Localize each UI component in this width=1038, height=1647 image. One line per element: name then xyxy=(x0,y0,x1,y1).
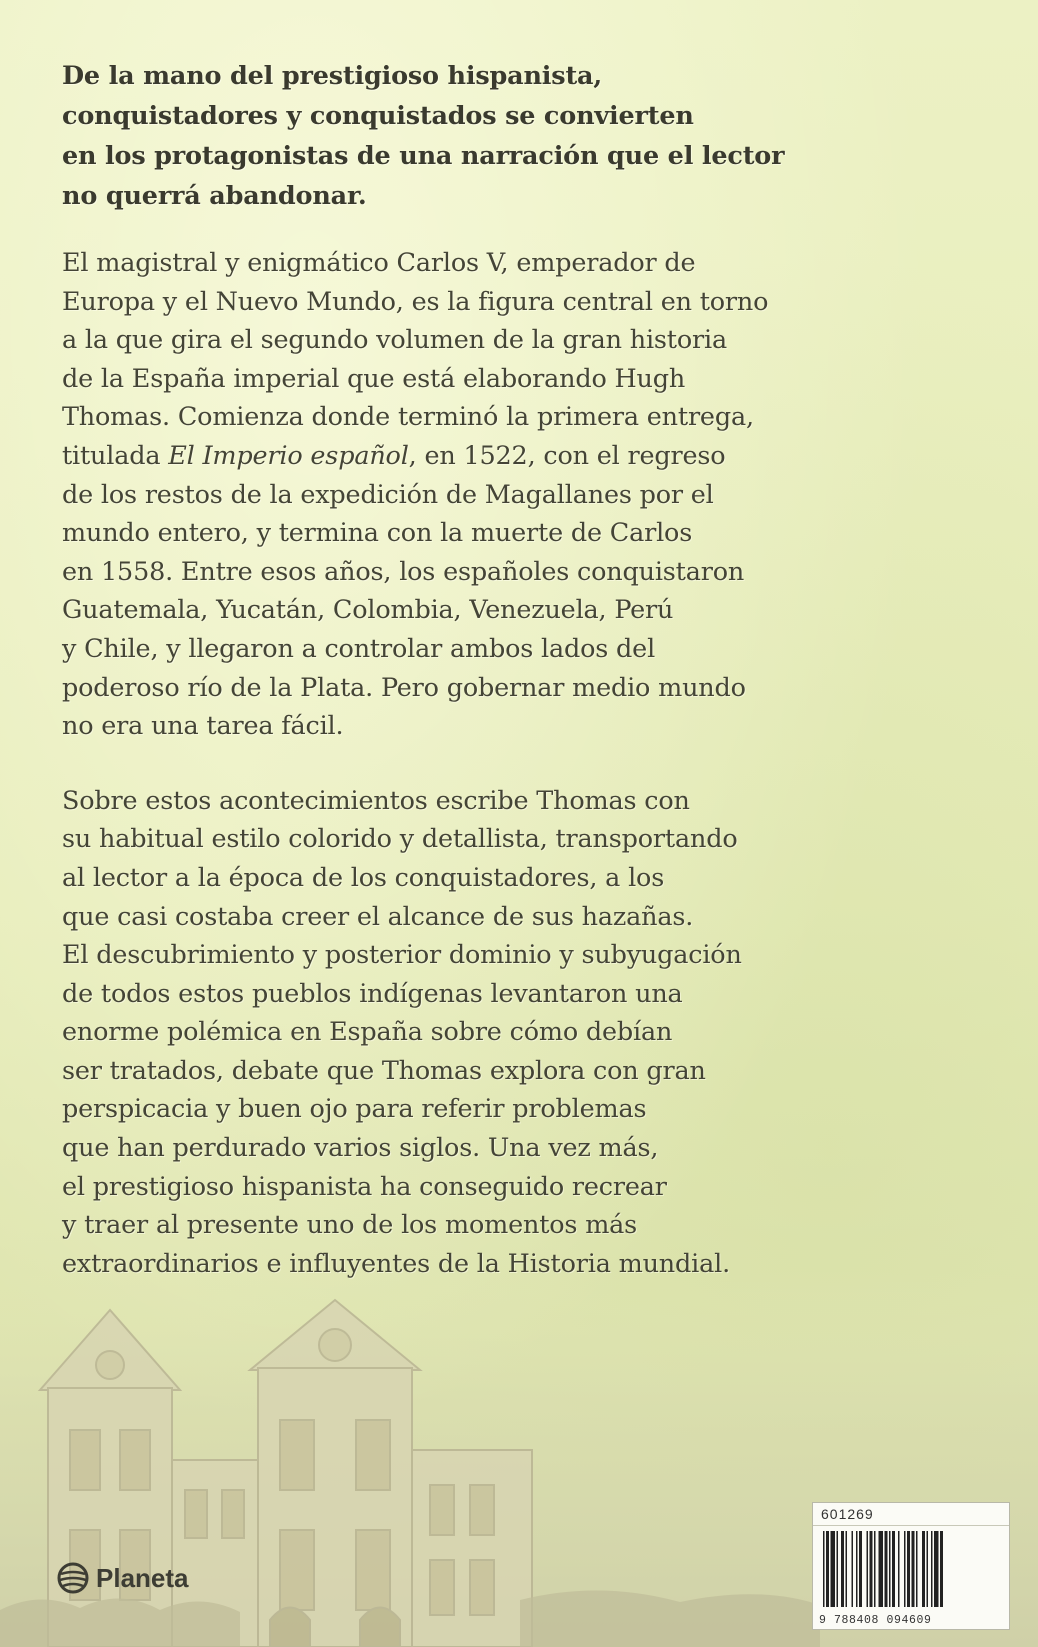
barcode-bar xyxy=(867,1531,869,1607)
synopsis-line: Thomas. Comienza donde terminó la primera entrega, xyxy=(62,402,754,433)
barcode-bar xyxy=(912,1531,915,1607)
description-line: su habitual estilo colorido y detallista, transportando xyxy=(62,824,738,855)
description-line: el prestigioso hispanista ha conseguido recrear xyxy=(62,1171,667,1202)
barcode-bar xyxy=(874,1531,876,1607)
book-title-reference: El Imperio español xyxy=(168,440,409,471)
synopsis-line: y Chile, y llegaron a controlar ambos lados del xyxy=(62,633,656,664)
globe-icon xyxy=(56,1561,90,1595)
description-paragraph xyxy=(62,782,822,1284)
description-line: extraordinarios e influyentes de la Historia mundial. xyxy=(62,1248,730,1279)
barcode-bar xyxy=(934,1531,939,1607)
barcode-bar xyxy=(940,1531,943,1607)
barcode-bar xyxy=(931,1531,933,1607)
synopsis-line: Guatemala, Yucatán, Colombia, Venezuela, Perú xyxy=(62,595,674,626)
barcode-bar xyxy=(907,1531,910,1607)
publisher-logo xyxy=(56,1556,189,1600)
barcode-divider xyxy=(813,1525,1009,1526)
description-line: enorme polémica en España sobre cómo debían xyxy=(62,1017,673,1048)
barcode-bar xyxy=(826,1531,829,1607)
publisher-name: Planeta xyxy=(96,1562,189,1593)
synopsis-line: en 1558. Entre esos años, los españoles conquistaron xyxy=(62,556,745,587)
synopsis-line: de la España imperial que está elaborando Hugh xyxy=(62,363,686,394)
barcode-bar xyxy=(841,1531,844,1607)
description-line: ser tratados, debate que Thomas explora con gran xyxy=(62,1055,706,1086)
synopsis-paragraph xyxy=(62,244,822,746)
barcode-bar xyxy=(870,1531,873,1607)
description-line: El descubrimiento y posterior dominio y subyugación xyxy=(62,940,742,971)
isbn-number: 9 788408 094609 xyxy=(819,1614,932,1627)
barcode-bars xyxy=(823,1531,1001,1607)
barcode-bar xyxy=(927,1531,929,1607)
description-line: que han perdurado varios siglos. Una vez más, xyxy=(62,1133,659,1164)
synopsis-line: mundo entero, y termina con la muerte de Carlos xyxy=(62,518,693,549)
barcode-bar xyxy=(846,1531,848,1607)
barcode-code: 601269 xyxy=(821,1506,874,1522)
description-line: al lector a la época de los conquistadores, a los xyxy=(62,862,665,893)
barcode-bar xyxy=(859,1531,862,1607)
synopsis-line: a la que gira el segundo volumen de la gran historia xyxy=(62,325,727,356)
description-line: perspicacia y buen ojo para referir problemas xyxy=(62,1094,647,1125)
lead-line: en los protagonistas de una narración que el lector xyxy=(62,141,785,171)
barcode-bar xyxy=(837,1531,839,1607)
synopsis-line: de los restos de la expedición de Magallanes por el xyxy=(62,479,714,510)
lead-line: no querrá abandonar. xyxy=(62,181,367,211)
barcode-bar xyxy=(904,1531,906,1607)
line-text: titulada xyxy=(62,440,169,471)
lead-line: De la mano del prestigioso hispanista, xyxy=(62,61,603,91)
synopsis-line xyxy=(62,437,822,476)
barcode-bar xyxy=(885,1531,888,1607)
barcode xyxy=(812,1502,1010,1630)
barcode-bar xyxy=(823,1531,825,1607)
description-line: y traer al presente uno de los momentos más xyxy=(62,1210,638,1241)
description-line: que casi costaba creer el alcance de sus hazañas. xyxy=(62,901,694,932)
barcode-bar xyxy=(922,1531,925,1607)
back-cover-blurb xyxy=(62,56,822,1319)
barcode-bar xyxy=(916,1531,918,1607)
line-text: , en 1522, con el regreso xyxy=(408,440,726,471)
barcode-bar xyxy=(831,1531,836,1607)
lead-paragraph xyxy=(62,56,822,216)
barcode-bar xyxy=(852,1531,854,1607)
barcode-bar xyxy=(898,1531,900,1607)
synopsis-line: poderoso río de la Plata. Pero gobernar medio mundo xyxy=(62,672,746,703)
barcode-bar xyxy=(889,1531,891,1607)
synopsis-line: El magistral y enigmático Carlos V, emperador de xyxy=(62,248,696,278)
barcode-bar xyxy=(892,1531,895,1607)
description-line: Sobre estos acontecimientos escribe Thomas con xyxy=(62,785,690,816)
synopsis-line: no era una tarea fácil. xyxy=(62,711,344,742)
barcode-bar xyxy=(879,1531,884,1607)
barcode-bar xyxy=(856,1531,858,1607)
lead-line: conquistadores y conquistados se convierten xyxy=(62,101,694,131)
description-line: de todos estos pueblos indígenas levantaron una xyxy=(62,978,683,1009)
synopsis-line: Europa y el Nuevo Mundo, es la figura central en torno xyxy=(62,286,769,317)
